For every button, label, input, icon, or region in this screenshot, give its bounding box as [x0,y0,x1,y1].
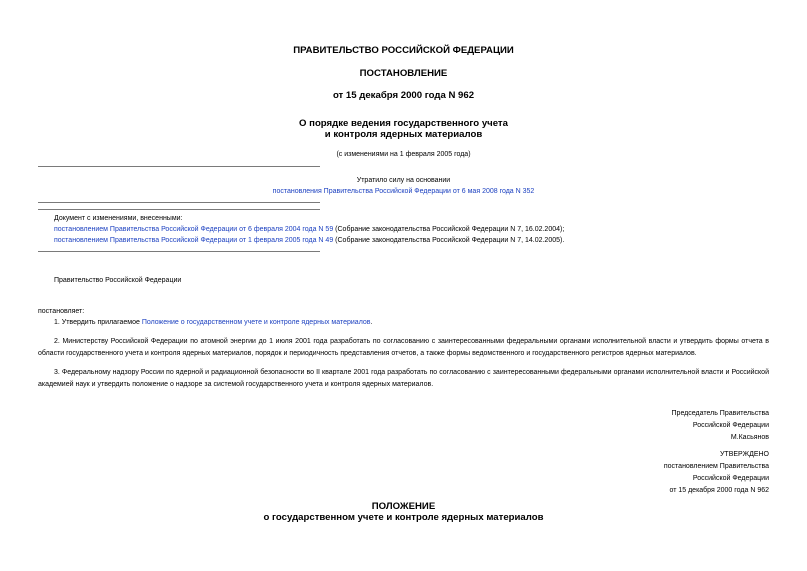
signature-org: Российской Федерации [692,422,769,429]
expired-notice-text: Утратило силу на основании [356,177,451,184]
issuer-text: Правительство Российской Федерации [54,277,182,284]
amendment-link[interactable]: постановлением Правительства Российской Федерации от 1 февраля 2005 года N 49 [54,237,334,244]
separator-line [38,251,320,252]
expired-notice-link-wrap [0,188,807,195]
paragraph-1 [54,317,372,329]
paragraph-2: 2. Министерству Российской Федерации по атомной энергии до 1 июля 2001 года разработать по согласованию с заинтересованными федеральными органами исполнительной власти и утвердить формы отчета в области государственного учета и контроля ядерных материалов, порядок и периодичность представления отчетов, а также формы ведомственного и государственного регистров ядерных материалов. [38,338,769,357]
signature-position: Председатель Правительства [671,410,769,417]
amendment-link[interactable]: постановлением Правительства Российской Федерации от 6 февраля 2004 года N 59 [54,226,334,233]
amendment-source: (Собрание законодательства Российской Федерации N 7, 16.02.2004); [335,226,565,233]
paragraph-1-start: 1. Утвердить прилагаемое [54,319,140,326]
approved-date: от 15 декабря 2000 года N 962 [669,487,769,494]
regulation-link[interactable]: Положение о государственном учете и контроле ядерных материалов [141,319,371,326]
regulation-title: ПОЛОЖЕНИЕ [371,501,436,512]
amendment-item [54,235,564,247]
document-title-line2: и контроля ядерных материалов [324,129,483,140]
separator-line [38,202,320,203]
separator-line [38,209,320,210]
expired-notice-link[interactable]: постановления Правительства Российской Федерации от 6 мая 2008 года N 352 [272,188,535,195]
approved-label: УТВЕРЖДЕНО [719,451,769,458]
paragraph-1-end: . [370,319,373,326]
paragraph-3: 3. Федеральному надзору России по ядерной и радиационной безопасности во II квартале 2001 года разработать по согласованию с заинтересованными федеральными органами исполнительной власти и Российской академией наук и утвердить положение о надзоре за системой государственного учета и контроля ядерных материалов. [38,369,769,388]
signature-block [672,408,769,444]
approved-org: Российской Федерации [692,475,769,482]
regulation-subtitle: о государственном учете и контроле ядерных материалов [263,512,544,523]
decrees-text: постановляет: [38,308,85,315]
separator-line [38,166,320,167]
amendment-source: (Собрание законодательства Российской Федерации N 7, 14.02.2005). [335,237,565,244]
document-title-line1: О порядке ведения государственного учета [299,118,508,129]
government-heading: ПРАВИТЕЛЬСТВО РОССИЙСКОЙ ФЕДЕРАЦИИ [293,45,514,56]
amendments-intro: Документ с изменениями, внесенными: [54,215,183,222]
approved-block [664,449,769,497]
signature-name: М.Касьянов [730,434,769,441]
document-type-heading: ПОСТАНОВЛЕНИЕ [359,68,448,79]
document-date-number: от 15 декабря 2000 года N 962 [332,90,475,101]
edition-note: (с изменениями на 1 февраля 2005 года) [336,151,471,158]
approved-by: постановлением Правительства [663,463,769,470]
